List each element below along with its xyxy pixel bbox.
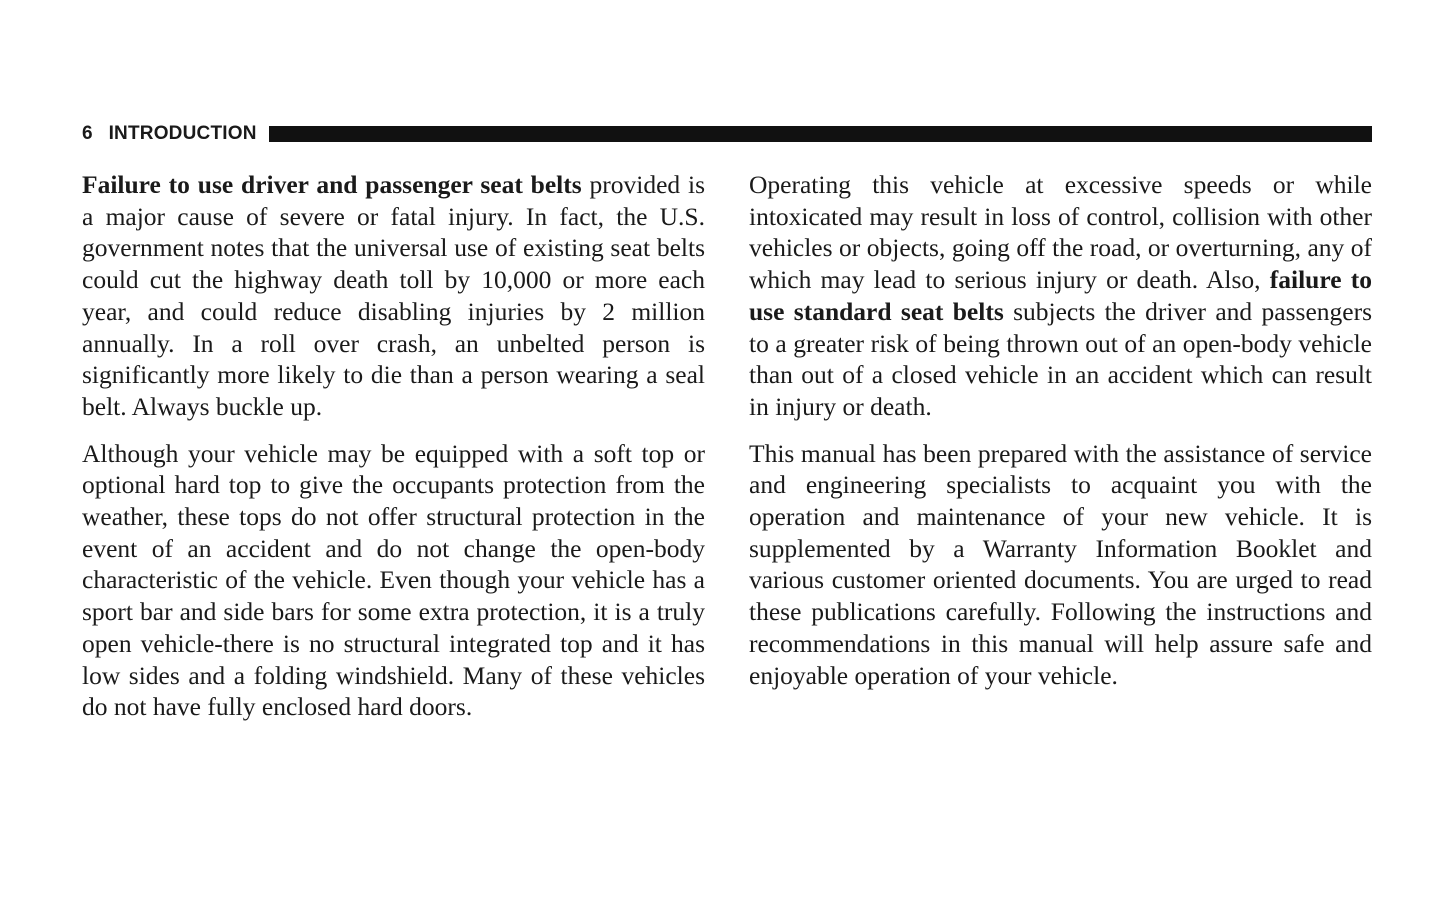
excessive-speed-text-end: subjects the driver and passengers to a greater risk of being thrown out of an open-body vehicle than out of a closed vehicle in an accident which can result in injury or death. bbox=[749, 296, 1372, 421]
section-title: INTRODUCTION bbox=[108, 123, 257, 144]
page-header bbox=[82, 122, 1372, 146]
soft-top-paragraph: Although your vehicle may be equipped with a soft top or optional hard top to give the occupants protection from the weather, these tops do not offer structural protection in the event of an accident and do not change the open-body characteristic of the vehicle. Even though your vehicle has a sport bar and side bars for some extra protection, it is a truly open vehicle-there is no structural integrated top and it has low sides and a folding windshield. Many of these vehicles do not have fully enclosed hard doors. bbox=[82, 438, 705, 722]
excessive-speed-paragraph bbox=[749, 169, 1372, 423]
left-column bbox=[82, 169, 705, 738]
seat-belt-paragraph bbox=[82, 169, 705, 423]
page-number: 6 bbox=[82, 123, 93, 144]
header-rule bbox=[269, 126, 1372, 142]
manual-prepared-paragraph: This manual has been prepared with the assistance of service and engineering specialists to acquaint you with the operation and maintenance of your new vehicle. It is supplemented by a Warranty Information Booklet and various customer oriented documents. You are urged to read these publications carefully. Following the instructions and recommendations in this manual will help assure safe and enjoyable operation of your vehicle. bbox=[749, 438, 1372, 690]
excessive-speed-text-start: Operating this vehicle at excessive speeds or while intoxicated may result in loss of control, collision with other vehicles or objects, going off the road, or overturning, any of which may lead to serious injury or death. Also, bbox=[749, 170, 1372, 295]
seat-belt-text: provided is a major cause of severe or fatal injury. In fact, the U.S. government notes that the universal use of existing seat belts could cut the highway death toll by 10,000 or more each year, and could reduce disabling injuries by 2 million annually. In a roll over crash, an unbelted person is significantly more likely to die than a person wearing a seal belt. Always buckle up. bbox=[82, 170, 705, 421]
standard-seat-belts-bold-text: failure to use standard seat belts bbox=[749, 265, 1372, 326]
right-column bbox=[749, 169, 1372, 706]
seat-belt-bold-text: Failure to use driver and passenger seat belts bbox=[82, 170, 582, 199]
